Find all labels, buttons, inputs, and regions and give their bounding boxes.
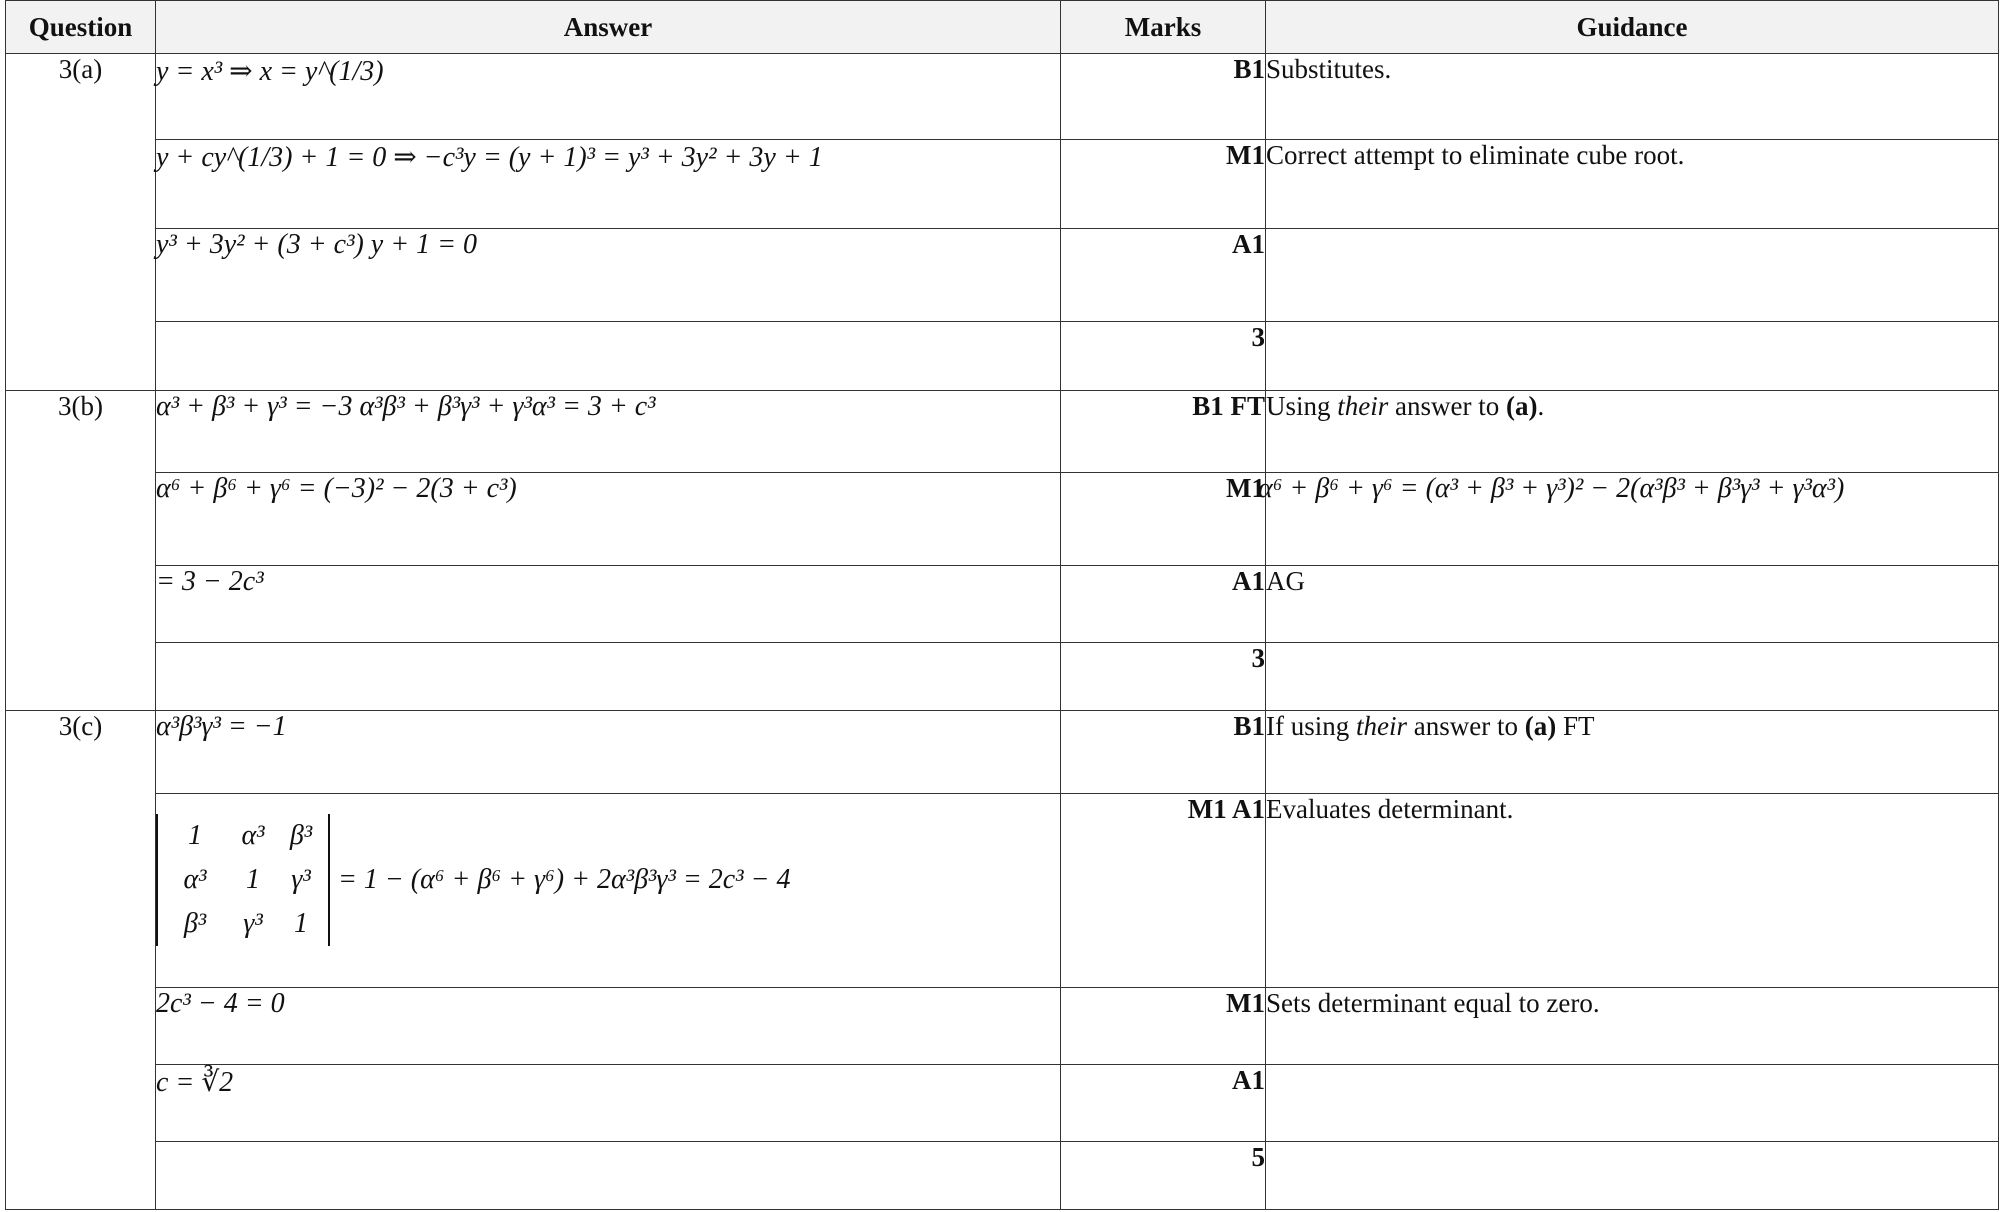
answer-math: 2c³ − 4 = 0 bbox=[156, 988, 285, 1019]
guidance-text: Substitutes. bbox=[1266, 54, 1392, 84]
marks-cell: M1 bbox=[1061, 473, 1266, 566]
table-row bbox=[6, 391, 1999, 473]
table-row bbox=[6, 140, 1999, 229]
determinant-expression bbox=[156, 814, 1060, 946]
matrix-entry: 1 bbox=[188, 820, 202, 851]
answer-math: y = x³ ⇒ x = y^(1/3) bbox=[156, 56, 384, 87]
marks-cell: B1 bbox=[1061, 711, 1266, 794]
guidance-cell bbox=[1266, 391, 1999, 473]
matrix-entry: γ³ bbox=[243, 908, 263, 939]
guidance-text: If using their answer to (a) FT bbox=[1266, 711, 1595, 741]
table-row bbox=[6, 988, 1999, 1065]
table-row bbox=[6, 322, 1999, 391]
table-row bbox=[6, 1065, 1999, 1142]
matrix-entry: α³ bbox=[241, 820, 265, 851]
answer-math: y + cy^(1/3) + 1 = 0 ⇒ −c³y = (y + 1)³ = y³ + 3y² + 3y + 1 bbox=[156, 142, 823, 173]
header-row bbox=[6, 1, 1999, 54]
matrix-entry: α³ bbox=[183, 864, 207, 895]
marks-cell: M1 bbox=[1061, 988, 1266, 1065]
answer-math: α⁶ + β⁶ + γ⁶ = (−3)² − 2(3 + c³) bbox=[156, 473, 517, 504]
header-guidance: Guidance bbox=[1266, 1, 1999, 54]
marks-cell: A1 bbox=[1061, 1065, 1266, 1142]
question-number: 3(b) bbox=[6, 391, 156, 711]
question-number: 3(c) bbox=[6, 711, 156, 1210]
answer-cell bbox=[156, 229, 1061, 322]
matrix-entry: β³ bbox=[183, 908, 207, 939]
matrix-entry: β³ bbox=[289, 820, 313, 851]
answer-cell bbox=[156, 794, 1061, 988]
guidance-cell bbox=[1266, 140, 1999, 229]
answer-math: = 3 − 2c³ bbox=[156, 566, 264, 597]
guidance-cell bbox=[1266, 54, 1999, 140]
guidance-text: Evaluates determinant. bbox=[1266, 794, 1514, 824]
marks-cell: M1 bbox=[1061, 140, 1266, 229]
table-row bbox=[6, 229, 1999, 322]
table-row bbox=[6, 566, 1999, 643]
matrix-entry: 1 bbox=[294, 908, 308, 939]
table-row bbox=[6, 794, 1999, 988]
header-marks: Marks bbox=[1061, 1, 1266, 54]
markscheme bbox=[5, 0, 1999, 1210]
guidance-cell bbox=[1266, 1065, 1999, 1142]
answer-cell bbox=[156, 54, 1061, 140]
answer-cell bbox=[156, 322, 1061, 391]
marks-cell: B1 bbox=[1061, 54, 1266, 140]
guidance-cell bbox=[1266, 1142, 1999, 1210]
determinant-result: = 1 − (α⁶ + β⁶ + γ⁶) + 2α³β³γ³ = 2c³ − 4 bbox=[338, 864, 791, 895]
table-row bbox=[6, 54, 1999, 140]
answer-cell bbox=[156, 711, 1061, 794]
answer-cell bbox=[156, 391, 1061, 473]
marks-cell: A1 bbox=[1061, 229, 1266, 322]
answer-math: y³ + 3y² + (3 + c³) y + 1 = 0 bbox=[156, 229, 478, 260]
guidance-cell bbox=[1258, 473, 1999, 566]
table-row bbox=[6, 711, 1999, 794]
guidance-text: Correct attempt to eliminate cube root. bbox=[1266, 140, 1685, 170]
answer-math: α³ + β³ + γ³ = −3 α³β³ + β³γ³ + γ³α³ = 3 + c³ bbox=[156, 391, 656, 422]
answer-cell bbox=[156, 1065, 1061, 1142]
guidance-cell bbox=[1266, 988, 1999, 1065]
question-number: 3(a) bbox=[6, 54, 156, 391]
guidance-cell bbox=[1266, 566, 1999, 643]
answer-math: c = ∛2 bbox=[156, 1067, 234, 1098]
answer-cell bbox=[156, 473, 1061, 566]
marks-total: 3 bbox=[1061, 643, 1266, 711]
guidance-text: AG bbox=[1266, 566, 1305, 596]
guidance-cell bbox=[1266, 711, 1999, 794]
header-answer: Answer bbox=[156, 1, 1061, 54]
guidance-cell bbox=[1266, 794, 1999, 988]
marks-total: 3 bbox=[1061, 322, 1266, 391]
header-question: Question bbox=[6, 1, 156, 54]
guidance-cell bbox=[1266, 229, 1999, 322]
table-row bbox=[6, 643, 1999, 711]
markscheme-table bbox=[5, 0, 1999, 1210]
marks-cell: M1 A1 bbox=[1061, 794, 1266, 988]
table-row bbox=[6, 473, 1999, 566]
guidance-text: Sets determinant equal to zero. bbox=[1266, 988, 1600, 1018]
answer-cell bbox=[156, 1142, 1061, 1210]
marks-cell: B1 FT bbox=[1061, 391, 1266, 473]
determinant-matrix bbox=[156, 814, 330, 946]
answer-cell bbox=[156, 988, 1061, 1065]
matrix-entry: γ³ bbox=[291, 864, 311, 895]
answer-cell bbox=[156, 643, 1061, 711]
answer-math: α³β³γ³ = −1 bbox=[156, 711, 287, 742]
guidance-cell bbox=[1266, 643, 1999, 711]
answer-cell bbox=[156, 566, 1061, 643]
marks-total: 5 bbox=[1061, 1142, 1266, 1210]
table-row bbox=[6, 1142, 1999, 1210]
guidance-text: Using their answer to (a). bbox=[1266, 391, 1545, 421]
answer-cell bbox=[156, 140, 1061, 229]
matrix-entry: 1 bbox=[246, 864, 260, 895]
guidance-math: α⁶ + β⁶ + γ⁶ = (α³ + β³ + γ³)² − 2(α³β³ + β³γ³ + γ³α³) bbox=[1258, 473, 1845, 504]
guidance-cell bbox=[1266, 322, 1999, 391]
marks-cell: A1 bbox=[1061, 566, 1266, 643]
